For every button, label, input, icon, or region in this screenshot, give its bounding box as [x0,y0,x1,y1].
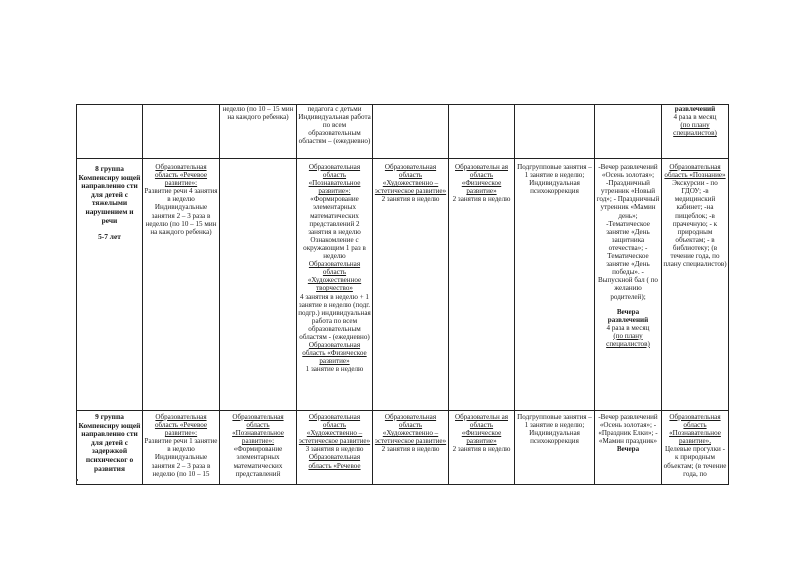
cell-heading: Вечера [616,445,640,454]
cell-top-c7 [515,105,595,159]
events-list: -Вечер развлечений «Осень золотая»; -Праздничный утренник «Новый год»; - Праздничный утренник «Мамин день»; -Тематическое занятие «День защитника отечества»; - Тематическое занятие «День победы». - Выпускной бал ( по желанию родителей); [596,163,660,301]
area-title: Образовательная область «Физическое развитие» [302,341,367,366]
cell-text: Подгрупповые занятия – 1 занятие в неделю; Индивидуальная психокоррекция [517,163,592,196]
cell-text: 1 занятие в неделю [305,365,364,374]
cell-text: 4 раза в месяц [673,113,717,122]
cell-text: 3 занятия в неделю [305,445,364,454]
cell-text: Развитие речи 1 занятие в неделю Индивидуальные занятия 2 – 3 раза в неделю (по 10 – 15 [144,437,218,478]
cell-top-c2 [143,105,220,159]
cell-group9-title [77,411,143,485]
area-title: Образовательная область «Познание» [664,163,726,180]
cell-top-c9 [662,105,729,159]
events-list: -Вечер развлечений «Осень золотая»; - «Праздник Елки»; - «Мамин праздник» [598,413,658,446]
cell-top-c6 [449,105,515,159]
cell-text: Развитие речи 4 занятия в неделю Индивидуальные занятия 2 – 3 раза в неделю (по 10 – 15 мин на каждого ребенка) [144,187,218,236]
area-title: Образовательная область «Речевое [308,453,361,470]
table-row-group8 [77,159,729,411]
area-title: Образовательная область «Познавательное развитие»: [232,413,284,446]
cell-group9-c9 [662,411,729,485]
cell-group9-c7 [515,411,595,485]
cell-text: 4 раза в месяц [606,323,650,332]
cell-group9-c2 [143,411,220,485]
cell-group8-c3 [220,159,297,411]
group-title: 8 группа Компенсиру ющей направленно сти для детей с тяжелыми нарушением и речи [78,164,141,225]
area-title: Образовательная область «Речевое развитие»: [154,413,208,438]
cell-text: 2 занятия в неделю [452,445,511,454]
area-title: Образовательн ая область «Физическое развитие» [455,163,508,196]
cell-text: Экскурсии - по ГДОУ; -в медицинский кабинет; -на пищеблок; -в прачечную; - к природным объектам; - в библиотеку; (в течение года, по плану специалистов) [663,179,727,269]
table-row-group9 [77,411,729,485]
cell-text: (по плану специалистов) [673,121,717,138]
area-title: Образовательная область «Художественно – эстетическое развитие» [374,163,447,196]
cell-group8-c8 [595,159,662,411]
scan-speck [76,479,78,481]
cell-group8-c7 [515,159,595,411]
area-title: Образовательная область «Художественно – эстетическое развитие» [298,413,371,446]
cell-text: педагога с детьми Индивидуальная работа по всем образовательным областям – (ежедневно) [298,105,371,146]
cell-text: 2 занятия в неделю [452,195,511,204]
table-row-top [77,105,729,159]
cell-text: Целевые прогулки - к природным объектам; (в течение года, по [663,445,727,478]
area-title: Образовательная область «Познавательное развитие», [669,413,721,446]
cell-top-c8 [595,105,662,159]
area-title: Образовательная область «Художественное творчество» [307,260,362,293]
cell-text: Подгрупповые занятия – 1 занятие в неделю; Индивидуальная психокоррекция [517,413,592,446]
cell-group9-c5 [373,411,449,485]
cell-text: неделю (по 10 – 15 мин на каждого ребенка) [222,105,294,122]
group-title: 9 группа Компенсиру ющей направленно сти для детей с задержкой психическог о развития [78,412,141,473]
cell-heading: Вечера развлечений [607,307,649,324]
cell-text: 2 занятия в неделю [381,195,440,204]
cell-group9-c8 [595,411,662,485]
cell-group8-c4 [297,159,373,411]
cell-group9-c3 [220,411,297,485]
area-title: Образовательная область «Художественно – эстетическое развитие» [374,413,447,446]
cell-group9-c4 [297,411,373,485]
cell-group8-c9 [662,159,729,411]
cell-top-c4 [297,105,373,159]
cell-text: 4 занятия в неделю + 1 занятие в неделю (подг. подгр.) индивидуальная работа по всем образовательным областям - (ежедневно) [298,292,371,341]
cell-top-group [77,105,143,159]
cell-group8-title [77,159,143,411]
cell-group9-c6 [449,411,515,485]
group-age: 5-7 лет [98,232,121,242]
cell-text: 2 занятия в неделю [381,445,440,454]
cell-text: «Формирование элементарных математических представлений 2 занятия в неделю Ознакомление с окружающим 1 раз в неделю [303,195,366,261]
cell-text: «Формирование элементарных математических представлений [233,445,283,478]
cell-text: (по плану специалистов) [606,331,650,348]
cell-heading: развлечений [674,105,716,113]
area-title: Образовательная область «Познавательное развитие»: [308,163,361,196]
cell-top-c3 [220,105,297,159]
area-title: Образовательн ая область «Физическое развитие» [455,413,508,446]
cell-group8-c6 [449,159,515,411]
area-title: Образовательная область «Речевое развитие»: [154,163,208,188]
cell-top-c5 [373,105,449,159]
cell-group8-c5 [373,159,449,411]
cell-group8-c2 [143,159,220,411]
schedule-table [76,104,729,485]
